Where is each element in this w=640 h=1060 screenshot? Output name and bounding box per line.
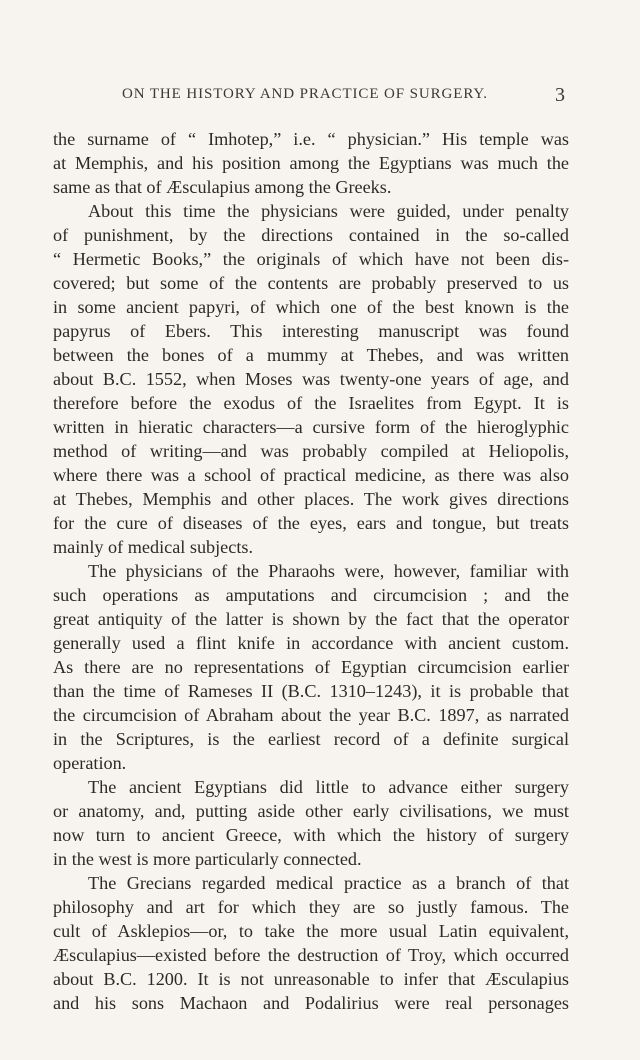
text-line: the circumcision of Abraham about the year B.C. 1897, as narrated <box>53 705 569 725</box>
text-line: about B.C. 1552, when Moses was twenty-one years of age, and <box>53 369 569 389</box>
text-line: covered; but some of the contents are probably preserved to us <box>53 273 569 293</box>
text-line: such operations as amputations and circumcision ; and the <box>53 585 569 605</box>
text-line: The physicians of the Pharaohs were, however, familiar with <box>88 561 569 581</box>
text-line: at Memphis, and his position among the Egyptians was much the <box>53 153 569 173</box>
text-line: operation. <box>53 753 127 773</box>
text-line: “ Hermetic Books,” the originals of which have not been dis- <box>53 249 569 269</box>
running-head: ON THE HISTORY AND PRACTICE OF SURGERY. <box>122 86 488 102</box>
text-line: The Grecians regarded medical practice as a branch of that <box>88 873 569 893</box>
text-line: now turn to ancient Greece, with which the history of surgery <box>53 825 569 845</box>
text-line: same as that of Æsculapius among the Greeks. <box>53 177 392 197</box>
text-line: for the cure of diseases of the eyes, ears and tongue, but treats <box>53 513 569 533</box>
text-line: method of writing—and was probably compiled at Heliopolis, <box>53 441 569 461</box>
text-line: great antiquity of the latter is shown by the fact that the operator <box>53 609 569 629</box>
text-line: cult of Asklepios—or, to take the more usual Latin equivalent, <box>53 921 569 941</box>
text-line: about B.C. 1200. It is not unreasonable to infer that Æsculapius <box>53 969 569 989</box>
text-line: and his sons Machaon and Podalirius were real personages <box>53 993 569 1013</box>
text-line: As there are no representations of Egyptian circumcision earlier <box>53 657 569 677</box>
text-line: at Thebes, Memphis and other places. The work gives directions <box>53 489 569 509</box>
text-line: therefore before the exodus of the Israelites from Egypt. It is <box>53 393 569 413</box>
text-line: or anatomy, and, putting aside other early civilisations, we must <box>53 801 569 821</box>
text-line: the surname of “ Imhotep,” i.e. “ physician.” His temple was <box>53 129 569 149</box>
text-line: written in hieratic characters—a cursive form of the hieroglyphic <box>53 417 569 437</box>
text-line: generally used a flint knife in accordance with ancient custom. <box>53 633 569 653</box>
text-line: papyrus of Ebers. This interesting manuscript was found <box>53 321 569 341</box>
text-line: Æsculapius—existed before the destruction of Troy, which occurred <box>53 945 569 965</box>
page-number: 3 <box>555 84 565 106</box>
text-line: philosophy and art for which they are so justly famous. The <box>53 897 569 917</box>
text-line: in the west is more particularly connected. <box>53 849 362 869</box>
text-line: About this time the physicians were guided, under penalty <box>88 201 569 221</box>
text-line: of punishment, by the directions contained in the so-called <box>53 225 569 245</box>
text-line: in some ancient papyri, of which one of the best known is the <box>53 297 569 317</box>
text-line: than the time of Rameses II (B.C. 1310–1243), it is probable that <box>53 681 569 701</box>
text-line: where there was a school of practical medicine, as there was also <box>53 465 569 485</box>
text-line: The ancient Egyptians did little to advance either surgery <box>88 777 569 797</box>
text-line: between the bones of a mummy at Thebes, and was written <box>53 345 569 365</box>
text-line: mainly of medical subjects. <box>53 537 254 557</box>
text-line: in the Scriptures, is the earliest record of a definite surgical <box>53 729 569 749</box>
